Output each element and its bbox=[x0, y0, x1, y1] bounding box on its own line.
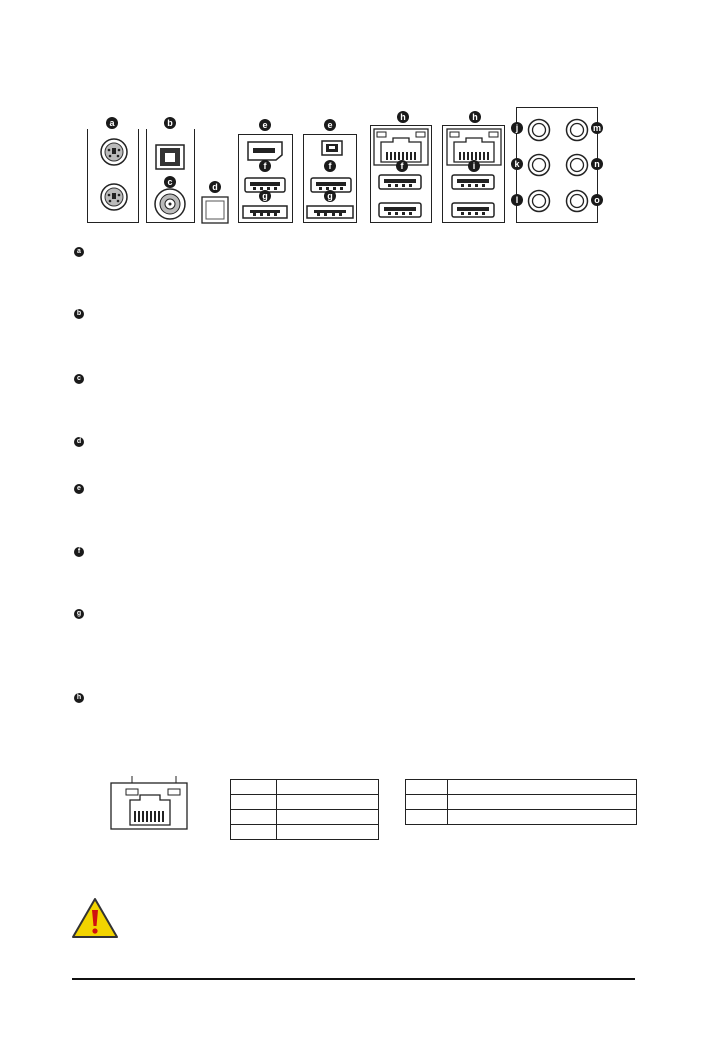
lan-led-diagram-icon bbox=[110, 775, 190, 831]
callout-e: e bbox=[324, 119, 336, 131]
usb-port-icon bbox=[451, 174, 495, 190]
callout-d: d bbox=[209, 181, 221, 193]
description-marker-c: c bbox=[74, 374, 84, 384]
optical-spdif-icon bbox=[155, 144, 185, 170]
audio-jack-icon bbox=[527, 118, 551, 142]
audio-jack-icon bbox=[527, 153, 551, 177]
callout-g: g bbox=[259, 190, 271, 202]
callout-j: j bbox=[511, 122, 523, 134]
callout-k: k bbox=[511, 158, 523, 170]
description-marker-e: e bbox=[74, 484, 84, 494]
callout-c: c bbox=[164, 176, 176, 188]
callout-f: f bbox=[324, 160, 336, 172]
callout-n: n bbox=[591, 158, 603, 170]
callout-e: e bbox=[259, 119, 271, 131]
lan-led-table-2 bbox=[405, 779, 637, 825]
callout-m: m bbox=[592, 123, 601, 133]
callout-o: o bbox=[591, 194, 603, 206]
usb-port-icon bbox=[451, 202, 495, 218]
ieee1394-port-icon bbox=[247, 141, 283, 161]
callout-a: a bbox=[106, 117, 118, 129]
callout-g: g bbox=[324, 190, 336, 202]
ps2-panel bbox=[87, 129, 139, 223]
audio-jack-icon bbox=[565, 153, 589, 177]
callout-h: h bbox=[469, 111, 481, 123]
description-marker-f: f bbox=[74, 547, 84, 557]
description-marker-g: g bbox=[74, 609, 84, 619]
description-marker-b: b bbox=[74, 309, 84, 319]
description-marker-a: a bbox=[74, 247, 84, 257]
description-marker-d: d bbox=[74, 437, 84, 447]
io-panel-1 bbox=[238, 134, 293, 223]
io-panel-2 bbox=[303, 134, 357, 223]
usb-port-icon bbox=[378, 174, 422, 190]
lan-led-table-1 bbox=[230, 779, 379, 840]
esata-port-icon bbox=[306, 203, 354, 220]
esata-port-icon bbox=[242, 203, 288, 220]
callout-f: f bbox=[259, 160, 271, 172]
callout-i: i bbox=[468, 160, 480, 172]
callout-l: l bbox=[511, 194, 523, 206]
callout-b: b bbox=[164, 117, 176, 129]
coaxial-spdif-icon bbox=[153, 187, 187, 221]
lan-usb-panel-2 bbox=[442, 125, 505, 223]
lan-usb-panel-1 bbox=[370, 125, 432, 223]
warning-icon bbox=[71, 897, 119, 939]
audio-panel bbox=[516, 107, 598, 223]
description-marker-h: h bbox=[74, 693, 84, 703]
ps2-port-icon bbox=[99, 137, 129, 167]
audio-jack-icon bbox=[565, 189, 589, 213]
callout-h: h bbox=[397, 111, 409, 123]
clear-cmos-button-icon bbox=[201, 196, 229, 224]
audio-jack-icon bbox=[565, 118, 589, 142]
audio-jack-icon bbox=[527, 189, 551, 213]
ps2-port-icon bbox=[99, 182, 129, 212]
callout-f: f bbox=[396, 160, 408, 172]
usb-port-icon bbox=[378, 202, 422, 218]
ieee1394-port-icon bbox=[321, 140, 343, 156]
footer-rule bbox=[72, 978, 635, 980]
